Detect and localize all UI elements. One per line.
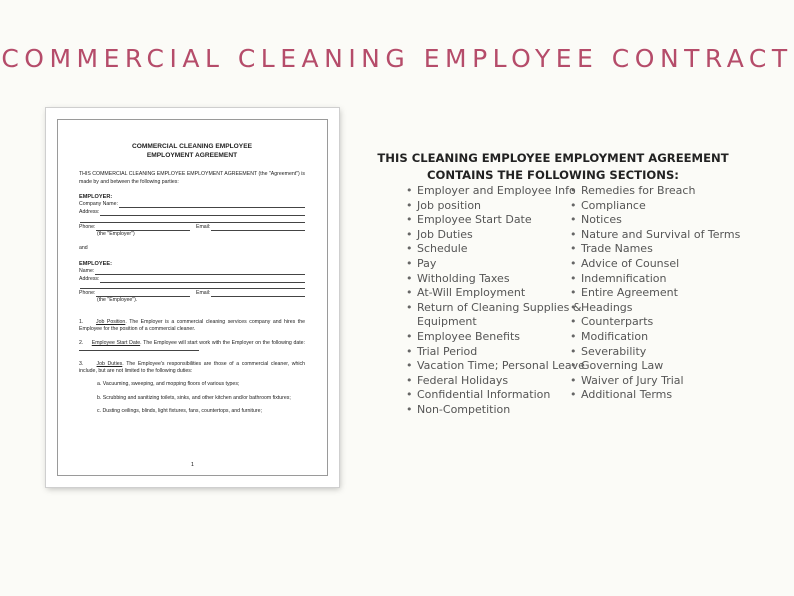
sections-heading-line2: CONTAINS THE FOLLOWING SECTIONS: bbox=[427, 168, 679, 182]
doc-title-line2: EMPLOYMENT AGREEMENT bbox=[146, 152, 238, 159]
phone-label: Phone: bbox=[79, 290, 96, 297]
section-title: Employee Start Date bbox=[91, 339, 141, 346]
the-employee-text: (the "Employee"). bbox=[97, 297, 138, 304]
section-job-duties bbox=[79, 361, 305, 376]
email-label: Email: bbox=[196, 290, 211, 297]
name-row bbox=[79, 267, 305, 275]
list-item: • Schedule bbox=[406, 242, 585, 257]
fill-line bbox=[211, 291, 305, 298]
address-row bbox=[79, 208, 305, 216]
list-item: • Advice of Counsel bbox=[570, 257, 740, 272]
list-item: • Federal Holidays bbox=[406, 374, 585, 389]
page-number: 1 bbox=[191, 462, 194, 468]
section-number: 3. bbox=[79, 360, 84, 367]
duty-a: a. Vacuuming, sweeping, and mopping floors of various types; bbox=[97, 381, 240, 388]
list-item: • At-Will Employment bbox=[406, 286, 585, 301]
list-item: • Severability bbox=[570, 345, 740, 360]
address-label: Address: bbox=[79, 209, 100, 216]
list-item: • Nature and Survival of Terms bbox=[570, 228, 740, 243]
page-title: COMMERCIAL CLEANING EMPLOYEE CONTRACT bbox=[1, 44, 793, 73]
list-item: • Governing Law bbox=[570, 359, 740, 374]
list-item: • Notices bbox=[570, 213, 740, 228]
address-row bbox=[79, 275, 305, 283]
fill-line bbox=[96, 224, 190, 231]
section-text: . The Employee will start work with the Employer on the following date: bbox=[140, 339, 305, 346]
list-item: • Indemnification bbox=[570, 272, 740, 287]
list-item: • Vacation Time; Personal Leave bbox=[406, 359, 585, 374]
list-item: • Trade Names bbox=[570, 242, 740, 257]
fill-line bbox=[211, 224, 305, 231]
phone-email-row bbox=[79, 289, 305, 297]
sections-list-left bbox=[406, 184, 585, 418]
list-item: • Entire Agreement bbox=[570, 286, 740, 301]
sections-list-right bbox=[570, 184, 740, 403]
employer-label: EMPLOYER: bbox=[79, 194, 113, 201]
list-item: • Confidential Information bbox=[406, 388, 585, 403]
list-item: • Additional Terms bbox=[570, 388, 740, 403]
name-label: Name: bbox=[79, 267, 95, 274]
list-item: • Non-Competition bbox=[406, 403, 585, 418]
list-item-continuation: Equipment bbox=[417, 315, 477, 329]
section-title: Job Duties bbox=[96, 360, 123, 367]
document-body bbox=[79, 142, 305, 416]
list-item: • Modification bbox=[570, 330, 740, 345]
blank-row bbox=[79, 216, 305, 223]
and-text: and bbox=[79, 245, 88, 252]
duty-b: b. Scrubbing and sanitizing toilets, sinks, and other kitchen and/or bathroom fixtures; bbox=[97, 395, 291, 401]
section-text: . The Employee's responsibilities are those of a commercial cleaner, which include, but are not limited to the following duties: bbox=[79, 360, 305, 374]
list-item: • Job position bbox=[406, 199, 585, 214]
sections-heading-line1: THIS CLEANING EMPLOYEE EMPLOYMENT AGREEMENT bbox=[377, 151, 729, 165]
employee-label: EMPLOYEE: bbox=[79, 260, 112, 267]
phone-label: Phone: bbox=[79, 223, 96, 230]
list-item: • Employee Start Date bbox=[406, 213, 585, 228]
fill-line bbox=[80, 216, 305, 223]
fill-line bbox=[119, 202, 305, 209]
list-item: • Employee Benefits bbox=[406, 330, 585, 345]
email-label: Email: bbox=[196, 223, 211, 230]
section-job-position bbox=[79, 319, 305, 334]
fill-line bbox=[95, 268, 305, 275]
list-item: • Compliance bbox=[570, 199, 740, 214]
list-item: • Return of Cleaning Supplies & bbox=[406, 301, 585, 316]
company-name-label: Company Name: bbox=[79, 201, 118, 208]
section-number: 1. bbox=[79, 318, 84, 325]
document-preview bbox=[46, 108, 339, 487]
sections-heading bbox=[372, 150, 734, 184]
company-name-row bbox=[79, 200, 305, 208]
duty-c: c. Dusting ceilings, blinds, light fixtures, fans, countertops, and furniture; bbox=[97, 408, 262, 415]
section-number: 2. bbox=[79, 339, 84, 346]
list-item: • Witholding Taxes bbox=[406, 272, 585, 287]
doc-title-line1: COMMERCIAL CLEANING EMPLOYEE bbox=[131, 143, 253, 150]
doc-intro: THIS COMMERCIAL CLEANING EMPLOYEE EMPLOYMENT AGREEMENT (the "Agreement") is made by and between the following parties: bbox=[79, 171, 305, 185]
section-text: . The Employer is a commercial cleaning services company and hires the Employee for the position of a commercial cleaner. bbox=[79, 318, 305, 333]
the-employer-text: (the "Employer") bbox=[97, 230, 135, 237]
fill-line bbox=[80, 283, 305, 290]
list-item: • Pay bbox=[406, 257, 585, 272]
list-item: • Remedies for Breach bbox=[570, 184, 740, 199]
address-label: Address: bbox=[79, 275, 100, 282]
list-item: • Headings bbox=[570, 301, 740, 316]
list-item: • Job Duties bbox=[406, 228, 585, 243]
blank-row bbox=[79, 283, 305, 290]
list-item: • Waiver of Jury Trial bbox=[570, 374, 740, 389]
section-start-date bbox=[79, 340, 305, 355]
list-item: • Counterparts bbox=[570, 315, 740, 330]
list-item: • Trial Period bbox=[406, 345, 585, 360]
phone-email-row bbox=[79, 223, 305, 231]
list-item: • Employer and Employee Info bbox=[406, 184, 585, 199]
section-title: Job Position bbox=[95, 318, 126, 325]
